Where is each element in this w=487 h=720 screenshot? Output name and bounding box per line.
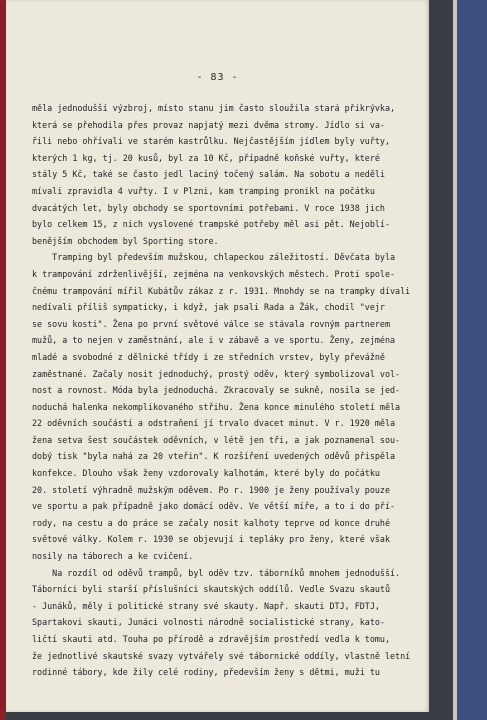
- text-line: 20. století výhradně mužským oděvem. Po r. 1900 je ženy používaly pouze: [32, 484, 390, 495]
- text-line: dvacátých let, byly obchody se sportovními potřebami. V roce 1938 jich: [32, 202, 385, 213]
- text-line: zaměstnané. Začaly nosit jednoduchý, prostý oděv, který symbolizoval vol-: [32, 368, 401, 379]
- text-line: čnému trampování mířil Kubátův zákaz z r. 1931. Mnohdy se na trampky dívali: [32, 285, 411, 296]
- text-line: nost a rovnost. Móda byla jednoduchá. Zkracovaly se sukně, nosila se jed-: [32, 385, 401, 396]
- body-text: [32, 100, 411, 681]
- text-line: ličtí skauti atd. Touha po přírodě a zdravějším prostředí vedla k tomu,: [32, 634, 390, 644]
- text-line: dobý tisk "byla nahá za 20 vteřin". K rozšíření uvedených oděvů přispěla: [32, 451, 396, 462]
- text-line: řili nebo ohřívali ve starém kastrůlku. Nejčastějším jídlem byly vuřty,: [32, 136, 390, 147]
- text-line: rody, na cestu a do práce se začaly nosit kalhoty teprve od konce druhé: [32, 517, 390, 528]
- text-line: mužů, a to nejen v zaměstnání, ale i v zábavě a ve sportu. Ženy, zejména: [32, 335, 396, 346]
- text-line: k trampování zdrženlivější, zejména na venkovských městech. Proti spole-: [32, 268, 396, 279]
- text-line: - Junáků, měly i politické strany své skauty. Např. skauti DTJ, FDTJ,: [32, 600, 380, 611]
- text-line: se sovu kosti". Žena po první světové válce se stávala rovným partnerem: [32, 318, 390, 329]
- text-line: stály 5 Kč, také se často jedl laciný točený salám. Na sobotu a neděli: [32, 169, 385, 180]
- text-line: Spartakovi skauti, Junáci volnosti národně socialistické strany, kato-: [32, 617, 385, 628]
- text-line: nosily na táborech a ke cvičení.: [32, 551, 194, 562]
- text-line: 22 oděvních součástí a odstraňení jí trvalo dvacet minut. V r. 1920 měla: [32, 418, 396, 429]
- text-line: Na rozdíl od oděvů trampů, byl oděv tzv. táborníků mnohem jednodušší.: [32, 567, 401, 578]
- text-line: ve sportu a pak případně jako domácí oděv. Ve větší míře, a to i do pří-: [32, 501, 396, 512]
- text-line: mívali zpravidla 4 vuřty. I v Plzni, kam tramping pronikl na počátku: [32, 185, 375, 196]
- book-cover: [457, 0, 487, 720]
- text-line: nedívali příliš sympaticky, i když, jak psali Rada a Žák, chodil "vejr: [32, 302, 385, 313]
- document-page: [6, 0, 429, 712]
- text-line: mladé a svobodné z dělnické třídy i ze středních vrstev, byly převážně: [32, 351, 385, 362]
- text-line: benějším obchodem byl Sporting store.: [32, 235, 219, 246]
- text-line: kterých 1 kg, tj. 20 kusů, byl za 10 Kč, případně koňské vuřty, které: [32, 152, 380, 163]
- text-line: že jednotlivé skautské svazy vytvářely své tábornické oddíly, vlastně letní: [32, 650, 411, 661]
- text-line: bylo celkem 15, z nich vyslovené trampské potřeby měl asi pět. Nejoblí-: [32, 219, 390, 230]
- text-line: světové války. Kolem r. 1930 se objevují i tepláky pro ženy, které však: [32, 534, 390, 545]
- text-line: noduchá halenka nekomplikovaného střihu. Žena konce minulého století měla: [32, 401, 401, 412]
- text-line: Tramping byl především mužskou, chlapeckou záležitostí. Děvčata byla: [32, 252, 396, 263]
- text-line: která se přehodila přes provaz napjatý mezi dvěma stromy. Jídlo si va-: [32, 119, 385, 130]
- page-number: - 83 -: [196, 72, 239, 83]
- text-line: konfekce. Dlouho však ženy vzdorovaly kalhotám, které byly do počátku: [32, 468, 380, 479]
- text-line: Táborníci byli starší příslušníci skautských oddílů. Vedle Svazu skautů: [32, 584, 390, 595]
- text-line: žena setva šest součástek oděvních, v létě jen tři, a jak poznamenal sou-: [32, 434, 401, 445]
- text-line: rodinné tábory, kde žily celé rodiny, především ženy s dětmi, muži tu: [32, 667, 380, 678]
- text-line: měla jednodušší výzbroj, místo stanu jim často sloužila stará přikrývka,: [32, 103, 396, 113]
